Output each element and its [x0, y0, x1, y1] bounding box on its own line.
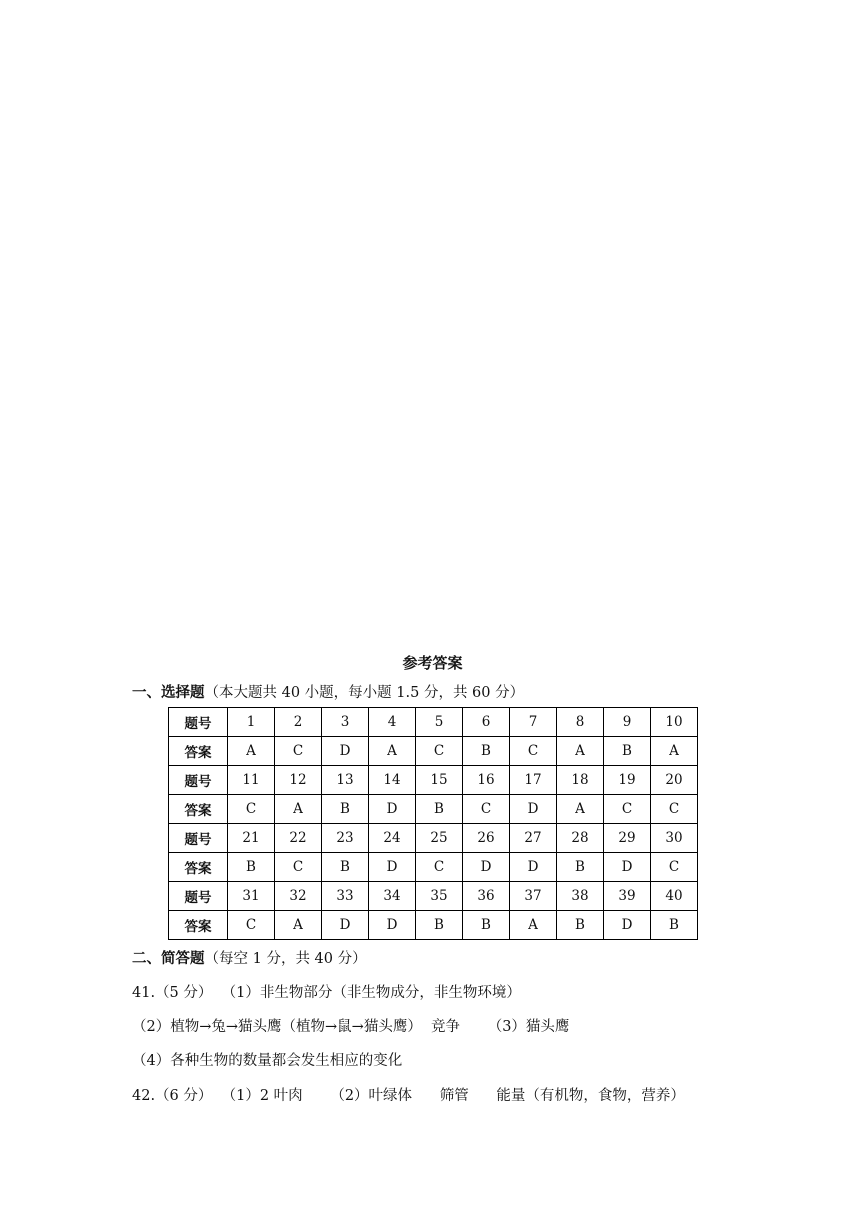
answer-letter-cell: A — [510, 911, 557, 940]
question-row-label: 题号 — [169, 882, 228, 911]
answer-letter-cell: B — [557, 911, 604, 940]
question-number-cell: 9 — [604, 708, 651, 737]
question-number-cell: 11 — [228, 766, 275, 795]
question-number-cell: 13 — [322, 766, 369, 795]
question-row — [169, 708, 698, 737]
question-number-cell: 7 — [510, 708, 557, 737]
answer-row-label: 答案 — [169, 795, 228, 824]
answer-letter-cell: D — [369, 911, 416, 940]
answer-letter-cell: C — [651, 853, 698, 882]
answer-row — [169, 737, 698, 766]
answer-table — [168, 707, 698, 940]
question-number-cell: 16 — [463, 766, 510, 795]
question-row — [169, 766, 698, 795]
question-number-cell: 20 — [651, 766, 698, 795]
question-number-cell: 21 — [228, 824, 275, 853]
answer-41-line-3: （4）各种生物的数量都会发生相应的变化 — [132, 1053, 403, 1069]
answer-row — [169, 853, 698, 882]
answer-letter-cell: B — [557, 853, 604, 882]
question-number-cell: 15 — [416, 766, 463, 795]
answer-letter-cell: D — [510, 795, 557, 824]
question-number-cell: 24 — [369, 824, 416, 853]
question-number-cell: 38 — [557, 882, 604, 911]
answer-letter-cell: D — [369, 853, 416, 882]
answer-letter-cell: B — [416, 911, 463, 940]
answer-letter-cell: B — [322, 795, 369, 824]
answer-letter-cell: B — [416, 795, 463, 824]
question-number-cell: 3 — [322, 708, 369, 737]
question-row-label: 题号 — [169, 824, 228, 853]
question-row-label: 题号 — [169, 708, 228, 737]
answer-letter-cell: B — [228, 853, 275, 882]
answer-letter-cell: B — [322, 853, 369, 882]
answer-row-label: 答案 — [169, 911, 228, 940]
answer-letter-cell: C — [416, 853, 463, 882]
answer-letter-cell: D — [463, 853, 510, 882]
question-number-cell: 18 — [557, 766, 604, 795]
answer-letter-cell: C — [228, 911, 275, 940]
question-number-cell: 12 — [275, 766, 322, 795]
answer-letter-cell: A — [369, 737, 416, 766]
question-number-cell: 14 — [369, 766, 416, 795]
answer-letter-cell: B — [463, 911, 510, 940]
question-number-cell: 33 — [322, 882, 369, 911]
answer-row-label: 答案 — [169, 853, 228, 882]
answer-row — [169, 795, 698, 824]
question-row — [169, 824, 698, 853]
question-number-cell: 19 — [604, 766, 651, 795]
answer-letter-cell: C — [463, 795, 510, 824]
answer-table-body — [169, 708, 698, 940]
section-heading-multiple-choice — [132, 681, 524, 702]
question-number-cell: 34 — [369, 882, 416, 911]
answer-41-line-1: 41.（5 分） （1）非生物部分（非生物成分，非生物环境） — [132, 985, 521, 1001]
answer-41-line-2: （2）植物→兔→猫头鹰（植物→鼠→猫头鹰） 竞争 （3）猫头鹰 — [132, 1019, 570, 1035]
question-number-cell: 36 — [463, 882, 510, 911]
answer-letter-cell: D — [369, 795, 416, 824]
question-number-cell: 8 — [557, 708, 604, 737]
question-number-cell: 22 — [275, 824, 322, 853]
question-number-cell: 31 — [228, 882, 275, 911]
answer-letter-cell: B — [604, 737, 651, 766]
answer-letter-cell: A — [275, 795, 322, 824]
answer-letter-cell: B — [463, 737, 510, 766]
question-row-label: 题号 — [169, 766, 228, 795]
answer-letter-cell: D — [322, 911, 369, 940]
answer-42-line-1: 42.（6 分） （1）2 叶肉 （2）叶绿体 筛管 能量（有机物，食物，营养） — [132, 1088, 685, 1104]
question-number-cell: 5 — [416, 708, 463, 737]
question-row — [169, 882, 698, 911]
question-number-cell: 39 — [604, 882, 651, 911]
page-title: 参考答案 — [402, 654, 463, 672]
section-label: 一、选择题 — [132, 685, 205, 701]
answer-row — [169, 911, 698, 940]
section-label: 二、简答题 — [132, 951, 205, 967]
answer-letter-cell: C — [651, 795, 698, 824]
answer-letter-cell: D — [510, 853, 557, 882]
question-number-cell: 25 — [416, 824, 463, 853]
question-number-cell: 17 — [510, 766, 557, 795]
question-number-cell: 26 — [463, 824, 510, 853]
question-number-cell: 2 — [275, 708, 322, 737]
section-note: （本大题共 40 小题，每小题 1.5 分，共 60 分） — [204, 685, 525, 701]
answer-letter-cell: C — [416, 737, 463, 766]
answer-letter-cell: B — [651, 911, 698, 940]
answer-letter-cell: D — [604, 911, 651, 940]
question-number-cell: 27 — [510, 824, 557, 853]
answer-letter-cell: D — [604, 853, 651, 882]
answer-row-label: 答案 — [169, 737, 228, 766]
question-number-cell: 4 — [369, 708, 416, 737]
section-note: （每空 1 分，共 40 分） — [204, 951, 367, 967]
question-number-cell: 1 — [228, 708, 275, 737]
question-number-cell: 23 — [322, 824, 369, 853]
question-number-cell: 10 — [651, 708, 698, 737]
answer-letter-cell: A — [557, 795, 604, 824]
question-number-cell: 32 — [275, 882, 322, 911]
answer-letter-cell: A — [651, 737, 698, 766]
answer-letter-cell: A — [557, 737, 604, 766]
question-number-cell: 40 — [651, 882, 698, 911]
answer-letter-cell: C — [510, 737, 557, 766]
answer-letter-cell: C — [275, 737, 322, 766]
answer-letter-cell: C — [228, 795, 275, 824]
question-number-cell: 6 — [463, 708, 510, 737]
answer-letter-cell: C — [275, 853, 322, 882]
section-heading-short-answer — [132, 947, 367, 968]
question-number-cell: 35 — [416, 882, 463, 911]
answer-letter-cell: A — [228, 737, 275, 766]
question-number-cell: 30 — [651, 824, 698, 853]
answer-letter-cell: C — [604, 795, 651, 824]
answer-letter-cell: D — [322, 737, 369, 766]
question-number-cell: 29 — [604, 824, 651, 853]
question-number-cell: 28 — [557, 824, 604, 853]
question-number-cell: 37 — [510, 882, 557, 911]
answer-letter-cell: A — [275, 911, 322, 940]
